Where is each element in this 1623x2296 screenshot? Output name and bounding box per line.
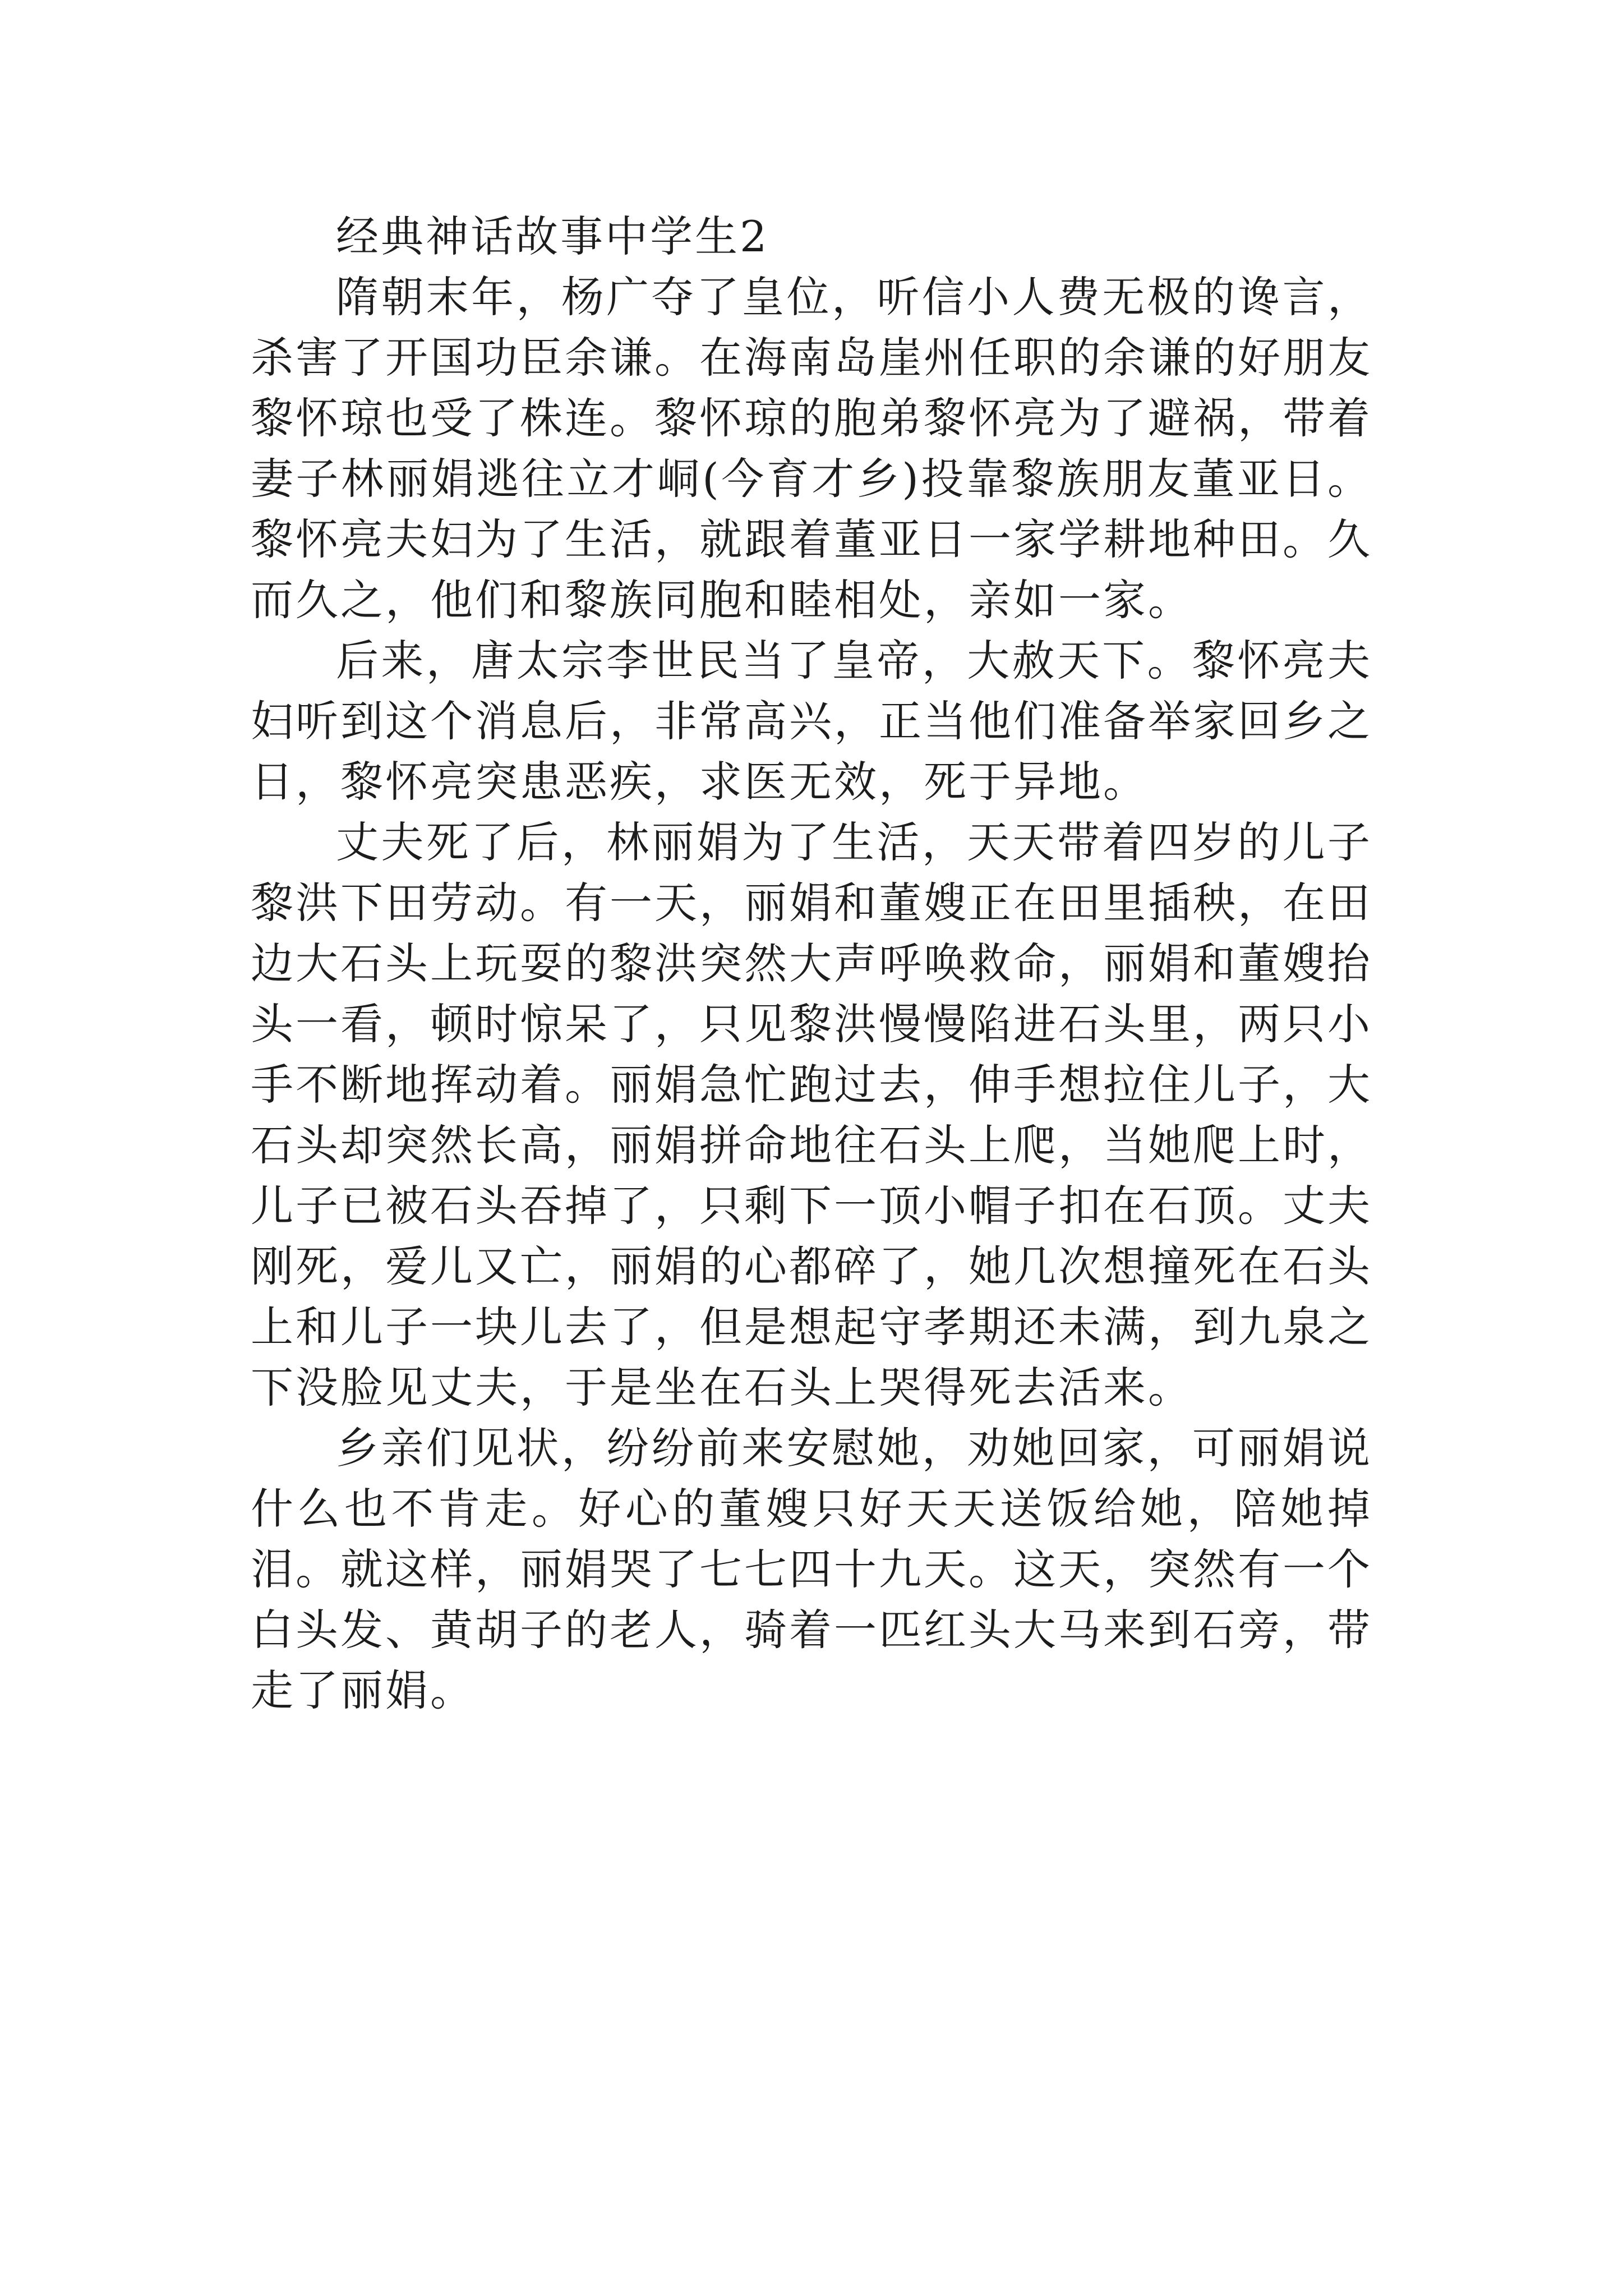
- paragraph-1: 隋朝末年，杨广夺了皇位，听信小人费无极的谗言，杀害了开国功臣余谦。在海南岛崖州任职的余谦的好朋友黎怀琼也受了株连。黎怀琼的胞弟黎怀亮为了避祸，带着妻子林丽娟逃往立才峒(今育才乡)投靠黎族朋友董亚日。黎怀亮夫妇为了生活，就跟着董亚日一家学耕地种田。久而久之，他们和黎族同胞和睦相处，亲如一家。: [251, 272, 1372, 625]
- paragraph-4: 乡亲们见状，纷纷前来安慰她，劝她回家，可丽娟说什么也不肯走。好心的董嫂只好天天送饭给她，陪她掉泪。就这样，丽娟哭了七七四十九天。这天，突然有一个白头发、黄胡子的老人，骑着一匹红头大马来到石旁，带走了丽娟。: [251, 1423, 1372, 1715]
- paragraph-2: 后来，唐太宗李世民当了皇帝，大赦天下。黎怀亮夫妇听到这个消息后，非常高兴，正当他们准备举家回乡之日，黎怀亮突患恶疾，求医无效，死于异地。: [251, 636, 1372, 807]
- document-title: 经典神话故事中学生2: [336, 211, 769, 261]
- document-body: [251, 206, 1372, 1721]
- paragraph-3: 丈夫死了后，林丽娟为了生活，天天带着四岁的儿子黎洪下田劳动。有一天，丽娟和董嫂正在田里插秧，在田边大石头上玩耍的黎洪突然大声呼唤救命，丽娟和董嫂抬头一看，顿时惊呆了，只见黎洪慢慢陷进石头里，两只小手不断地挥动着。丽娟急忙跑过去，伸手想拉住儿子，大石头却突然长高，丽娟拼命地往石头上爬，当她爬上时，儿子已被石头吞掉了，只剩下一顶小帽子扣在石顶。丈夫刚死，爱儿又亡，丽娟的心都碎了，她几次想撞死在石头上和儿子一块儿去了，但是想起守孝期还未满，到九泉之下没脸见丈夫，于是坐在石头上哭得死去活来。: [251, 817, 1372, 1412]
